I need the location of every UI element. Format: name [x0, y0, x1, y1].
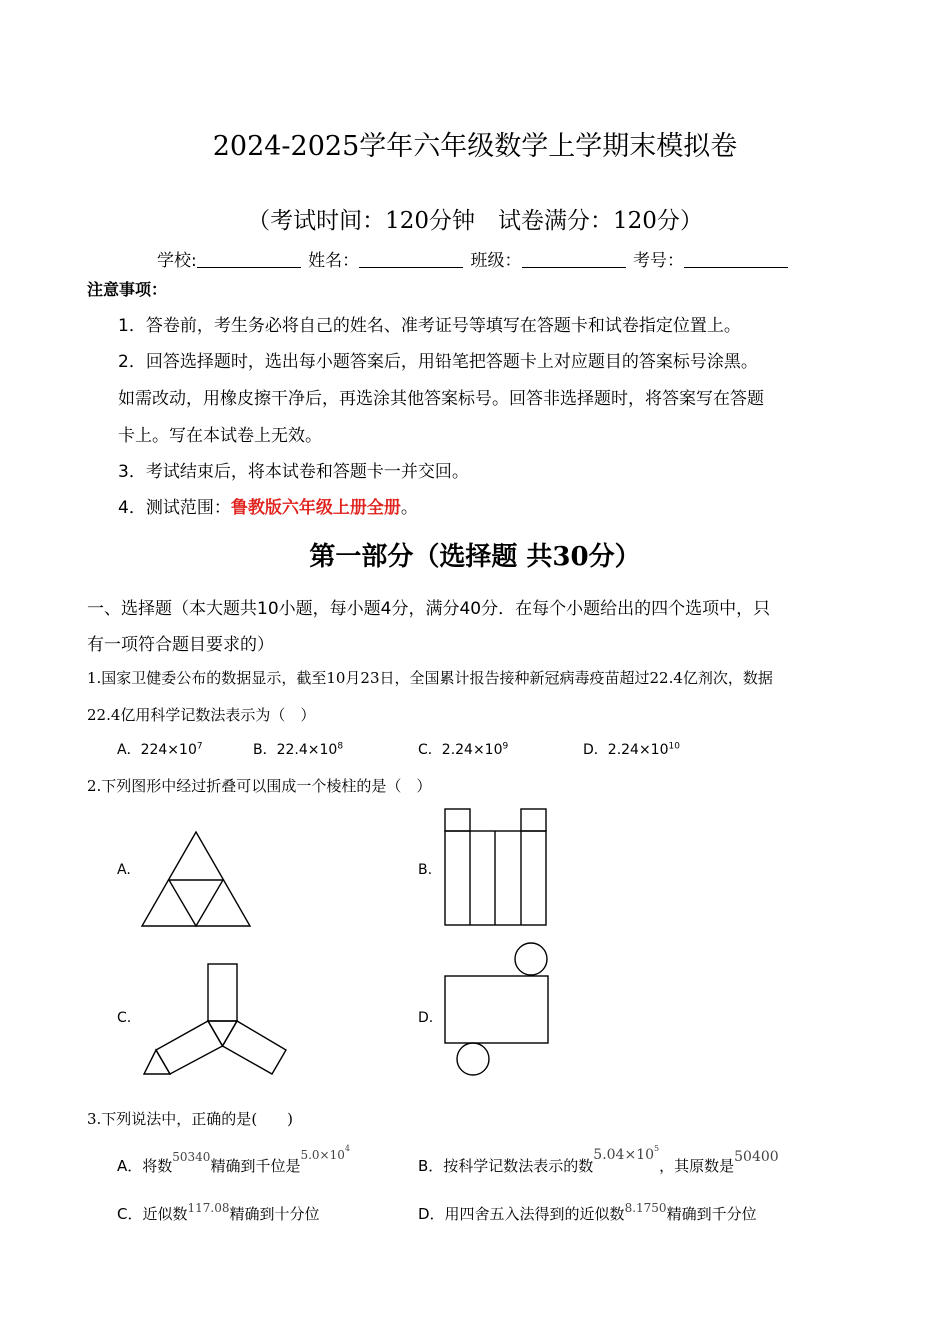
- page-title: 2024-2025学年六年级数学上学期末模拟卷: [212, 131, 738, 162]
- q3-option-c-mid: 精确到十分位: [229, 1205, 320, 1223]
- q1-option-d-base: 2.24×10: [607, 742, 669, 758]
- q2b-top-square-left: [445, 809, 470, 831]
- q1-option-a-exp: 7: [196, 741, 203, 752]
- notice-item-4-suffix: 。: [400, 498, 418, 518]
- section-title: 第一部分（选择题 共30分）: [309, 542, 641, 572]
- notice-item-1: 1．答卷前，考生务必将自己的姓名、准考证号等填写在答题卡和试卷指定位置上。: [118, 316, 741, 336]
- q3-option-a-label: A．将数: [117, 1157, 173, 1175]
- q1-option-d-exp: 10: [668, 741, 680, 752]
- q1-option-a-label: A．: [117, 742, 141, 758]
- part1-heading-cont: 有一项符合题目要求的）: [87, 635, 274, 655]
- q2-figure-c: [140, 962, 290, 1080]
- q1-option-a[interactable]: [117, 739, 203, 759]
- q2-figure-b: [444, 808, 548, 926]
- q3-option-c-number: 117.08: [187, 1201, 230, 1215]
- q3-option-d[interactable]: [418, 1203, 757, 1224]
- q1-option-b[interactable]: [253, 739, 343, 759]
- q1-option-c-label: C．: [418, 742, 442, 758]
- q3-text: 3.下列说法中，正确的是( ): [87, 1110, 294, 1128]
- notice-heading: 注意事项：: [87, 280, 168, 299]
- q3-option-b-value: 5.04×10: [593, 1147, 655, 1163]
- q3-option-b[interactable]: [418, 1144, 779, 1176]
- q1-option-d[interactable]: [583, 739, 680, 759]
- q1-option-d-label: D．: [583, 742, 608, 758]
- q1-option-b-base: 22.4×10: [276, 742, 338, 758]
- q2-option-d-label[interactable]: D.: [418, 1010, 434, 1026]
- exam-no-blank[interactable]: [684, 251, 788, 268]
- notice-item-2-end: 卡上。写在本试卷上无效。: [118, 426, 322, 446]
- q2-option-c-label[interactable]: C.: [117, 1010, 132, 1026]
- notice-item-4: [118, 493, 418, 518]
- notice-item-2-cont: 如需改动，用橡皮擦干净后，再选涂其他答案标号。回答非选择题时，将答案写在答题: [118, 389, 764, 409]
- q2a-inner-triangle: [169, 880, 223, 926]
- q3-option-b-exp: 5: [654, 1144, 660, 1153]
- q3-option-d-number: 8.1750: [624, 1201, 667, 1215]
- q1-option-b-label: B．: [253, 742, 277, 758]
- q3-option-a-mid: 精确到千位是: [210, 1157, 301, 1175]
- q2b-top-square-right: [521, 809, 546, 831]
- school-blank[interactable]: [197, 251, 301, 268]
- q3-option-a-exp: 4: [344, 1144, 350, 1153]
- exam-subtitle: （考试时间：120分钟 试卷满分：120分）: [247, 208, 703, 234]
- notice-item-3: 3．考试结束后，将本试卷和答题卡一并交回。: [118, 462, 469, 482]
- q3-option-c-label: C．近似数: [117, 1205, 188, 1223]
- class-label: 班级：: [470, 251, 522, 271]
- q2-option-a-label[interactable]: A.: [117, 862, 131, 878]
- class-blank[interactable]: [522, 251, 626, 268]
- q3-option-b-label: B．按科学记数法表示的数: [418, 1157, 594, 1175]
- q2c-top-rect: [208, 964, 237, 1021]
- name-blank[interactable]: [359, 251, 463, 268]
- q2-figure-a: [140, 830, 252, 928]
- q2d-bottom-circle: [457, 1043, 489, 1075]
- q3-option-a-value: 5.0×10: [300, 1148, 345, 1162]
- q2-option-b-label[interactable]: B.: [418, 862, 433, 878]
- notice-item-4-prefix: 4．测试范围：: [118, 498, 231, 518]
- q3-option-d-mid: 精确到千分位: [666, 1205, 757, 1223]
- q2a-outer-triangle: [142, 832, 250, 926]
- q2c-left-cap: [144, 1050, 170, 1074]
- name-label: 姓名：: [308, 251, 360, 271]
- q2-figure-d: [444, 942, 550, 1078]
- student-info-line: [157, 246, 790, 271]
- q3-option-b-number: 50400: [734, 1149, 779, 1165]
- q1-option-a-base: 224×10: [140, 742, 197, 758]
- q3-option-c[interactable]: [117, 1203, 320, 1224]
- q3-option-a[interactable]: [117, 1144, 350, 1176]
- q3-option-a-number: 50340: [172, 1150, 211, 1164]
- q3-option-d-label: D．用四舍五入法得到的近似数: [418, 1205, 625, 1223]
- q2c-right-rect: [223, 1021, 287, 1074]
- q3-option-b-mid: ，其原数是: [659, 1157, 735, 1175]
- q1-option-c-exp: 9: [502, 741, 509, 752]
- q1-option-c-base: 2.24×10: [441, 742, 503, 758]
- q2c-center-triangle: [208, 1021, 237, 1046]
- test-scope: 鲁教版六年级上册全册: [230, 498, 401, 518]
- notice-item-2: 2．回答选择题时，选出每小题答案后，用铅笔把答题卡上对应题目的答案标号涂黑。: [118, 352, 758, 372]
- q1-text: 1.国家卫健委公布的数据显示，截至10月23日，全国累计报告接种新冠病毒疫苗超过22.4亿剂次，数据: [87, 669, 773, 687]
- q2-text: 2.下列图形中经过折叠可以围成一个棱柱的是（ ）: [87, 777, 432, 795]
- q2d-top-circle: [515, 943, 547, 975]
- q1-option-b-exp: 8: [337, 741, 344, 752]
- exam-no-label: 考号：: [632, 251, 684, 271]
- q1-text-cont: 22.4亿用科学记数法表示为（ ）: [87, 706, 316, 724]
- q2d-rect: [445, 976, 548, 1043]
- q1-option-c[interactable]: [418, 739, 508, 759]
- part1-heading: 一、选择题（本大题共10小题，每小题4分，满分40分．在每个小题给出的四个选项中，只: [87, 599, 771, 619]
- school-label: 学校:: [157, 251, 197, 271]
